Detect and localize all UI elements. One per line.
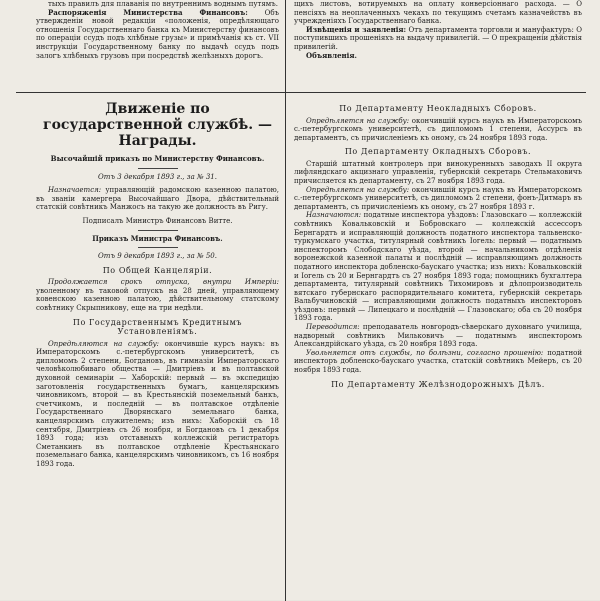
chancery-paragraph [36, 278, 279, 312]
chancery-label: Продолжается срокъ отпуска, внутри Имперіи: [48, 278, 279, 287]
dept2-paragraph: Старшій штатный контролеръ при винокуренныхъ заводахъ II округа лифляндскаго акцизнаго управленія, губернскій секретарь Стельмаховичъ причисляется къ департаменту, съ 27 ноября 1893 года. [294, 159, 582, 185]
dept2-body: податной инспекторъ добленско-баускаго участка, статскій совѣтникъ Мейеръ, съ 20 ноября 1893 года. [294, 348, 582, 375]
dept2-paragraph [294, 186, 582, 212]
divider [138, 247, 178, 248]
dept2-label: Увольняется отъ службы, по болѣзни, согласно прошенію: [306, 348, 544, 357]
order-date: Отъ 9 декабря 1893 г., за № 50. [98, 252, 217, 261]
dept2-paragraph [294, 211, 582, 323]
toc-entry-text: Объ утвержденіи новой редакціи «положенія, опредѣляющаго отношенія Государственнаго банка къ Министерству финансовъ по операціи ссудъ подъ хлѣбные грузы» и примѣчанія къ ст. VII инструкціи Государственному банку по выдачѣ ссудъ подъ залогъ хлѣбныхъ грузовъ при посредствѣ желѣзныхъ дорогъ. [36, 8, 279, 60]
subsection-title: По Государственнымъ Кредитнымъ Установленіямъ. [72, 317, 243, 337]
section-title: Движеніе по государственной службѣ. — Награды. [43, 101, 272, 149]
credit-label: Опредѣляются на службу: [48, 339, 160, 348]
dept2-paragraph [294, 349, 582, 375]
subsection-title: По Департаменту Желѣзнодорожныхъ Дѣлъ. [331, 379, 545, 389]
dept1-paragraph [294, 117, 582, 143]
table-of-contents [16, 0, 586, 93]
subsection-title: По Департаменту Неокладныхъ Сборовъ. [339, 104, 537, 113]
main-content [16, 93, 586, 601]
divider [138, 168, 178, 169]
toc-entry: щихъ листовъ, вотируемыхъ на оплату конверсіоннаго расхода. — О пенсіяхъ на неоплаченныхъ чекахъ по текущимъ счетамъ казначействъ въ учрежденіяхъ Государственнаго банка. [294, 0, 582, 26]
dept2-body: окончившій курсъ наукъ въ Императорскомъ с.-петербургскомъ университетѣ, съ дипломомъ 2 степени, фонъ-Дитмаръ въ департаментъ, съ причисленіемъ къ оному, съ 27 ноября 1893 г. [294, 185, 582, 211]
chancery-body: уволенному въ таковой отпускъ на 28 дней, управляющему ковенскою казенною палатою, дѣйствительному статскому совѣтнику Скрыпникову, еще на три недѣли. [36, 286, 279, 313]
toc-right-column [286, 0, 586, 92]
rescript-heading: Высочайшій приказъ по Министерству Финансовъ. [50, 154, 265, 163]
toc-left-column [16, 0, 286, 92]
order-heading: Приказъ Министра Финансовъ. [92, 233, 223, 243]
dept2-paragraph [294, 323, 582, 349]
credit-body: окончившіе курсъ наукъ: въ Императорскомъ с.-петербургскомъ университетѣ, съ дипломомъ 2 степени, Богдановъ, въ гимназіи Императорскаго человѣколюбиваго общества — Дмитріевъ и въ полтавской духовной семинаріи — Хаборскій: первый — въ экспедицію заготовленія государственныхъ бумагъ, канцелярскимъ чиновникомъ, второй — въ Крестьянскій поземельный банкъ, счетчикомъ, и последній — въ полтавское отдѣленіе Государственнаго Дворянскаго земельнаго банка, канцелярскимъ служителемъ; изъ нихъ: Хаборскій съ 18 сентября, Дмитріевъ съ 26 ноября, и Богдановъ съ 1 декабря 1893 года; изъ отставныхъ коллежскій регистраторъ Сметанкинъ въ полтавское отдѣленіе Крестьянскаго поземельнаго банка, канцелярскимъ чиновникомъ, съ 16 ноября 1893 года. [36, 339, 279, 468]
dept1-body: окончившій курсъ наукъ въ Императорскомъ с.-петербургскомъ университетѣ, съ дипломомъ 1 степени, Ассурсъ въ департаментъ, съ причисленіемъ къ оному, съ 24 ноября 1893 года. [294, 116, 582, 142]
rescript-body: управляющій радомскою казенною палатою, въ званіи камергера Высочайшаго Двора, дѣйствительный статскій совѣтникъ Манжосъ на такую же должность въ Ригу. [36, 186, 279, 212]
right-column [286, 93, 586, 601]
toc-entry: Объявленія. [306, 50, 357, 60]
toc-entry: тыхъ правилъ для плаванія по внутреннимъ воднымъ путямъ. [48, 0, 278, 8]
dept2-body: преподаватель новгородъ-сѣверскаго духовнаго училища, надворный совѣтникъ Мильковичъ — податнымъ инспекторомъ Александрійскаго уѣзда, съ 20 ноября 1893 года. [294, 323, 582, 349]
toc-entry-heading: Распоряженія Министерства Финансовъ: [48, 7, 248, 17]
dept2-label: Опредѣляется на службу: [306, 185, 410, 194]
divider [138, 230, 178, 231]
rescript-date: Отъ 3 декабря 1893 г., за № 31. [98, 172, 217, 181]
dept2-label: Переводится: [306, 323, 360, 332]
subsection-title: По Департаменту Окладныхъ Сборовъ. [344, 147, 532, 157]
rescript-paragraph [36, 186, 279, 212]
subsection-title: По Общей Канцеляріи. [102, 265, 213, 275]
credit-paragraph [36, 340, 279, 469]
toc-entry-text: Отъ департамента торговли и мануфактуръ: О поступившихъ прошеніяхъ на выдачу привилегій. — О прекращеніи дѣйствія привилегій. [294, 25, 582, 51]
toc-entry [36, 9, 279, 61]
dept2-label: Назначаются: [306, 211, 362, 220]
toc-entry-heading: Извѣщенія и заявленія: [306, 24, 407, 34]
toc-entry [294, 26, 582, 52]
dept1-label: Опредѣляется на службу: [306, 116, 410, 125]
rescript-label: Назначается: [48, 186, 102, 195]
dept2-body: податные инспектора уѣздовъ: Глазовскаго — коллежскій совѣтникъ Ковальковскій и Бобровскаго — коллежскій ассессоръ Бернгардтъ и исправляющій должность податного инспектора тальвенско-туркумскаго участка, титулярный совѣтникъ Іогель: первый — податнымъ инспекторомъ Слободскаго уѣзда, второй — начальникомъ отдѣленія воронежской казенной палаты и послѣдній — исправляющимъ должность податного инспектора добленско-баускаго участка; изъ нихъ: Ковальковскій и Іогель съ 20 и Бернгардтъ съ 27 ноября 1893 года; помощникъ бухгалтера департамента, титулярный совѣтникъ Тихомировъ и дѣлопроизводитель вятскаго губернскаго распорядительнаго комитета, губернскій секретарь Вальбучиновскій — исправляющими должность податныхъ инспекторовъ уѣздовъ: первый — Липецкаго и послѣдній — Глазовскаго; оба съ 20 ноября 1893 года. [294, 211, 582, 323]
rescript-signature: Подписалъ Министръ Финансовъ Витте. [82, 216, 233, 225]
left-column [16, 93, 286, 601]
